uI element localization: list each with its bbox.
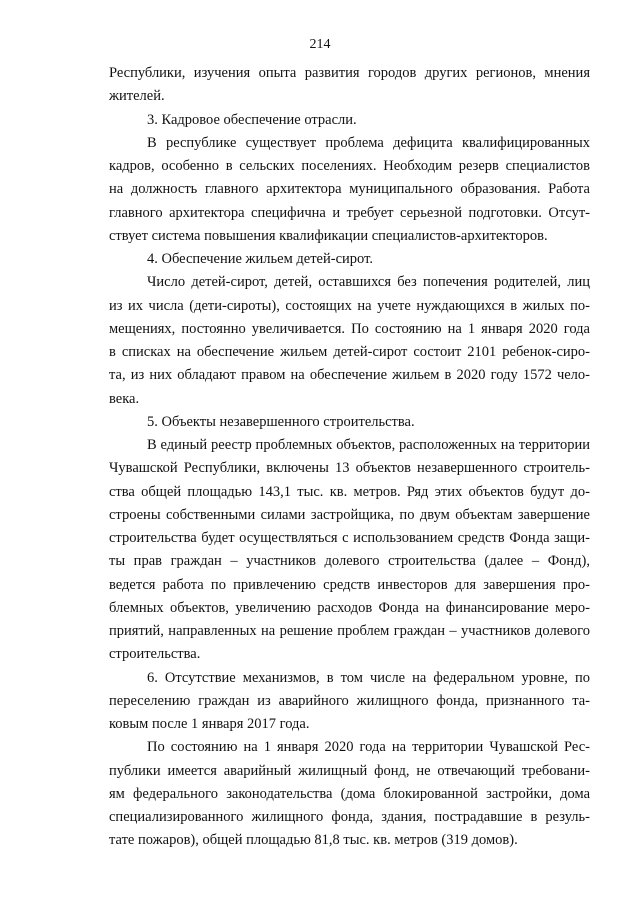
text-line: 6. Отсутствие механизмов, в том числе на федеральном уровне, по (147, 669, 590, 686)
text-line: Чувашской Республики, включены 13 объектов незавершенного строитель- (109, 460, 590, 477)
text-line: блемных объектов, увеличению расходов Фонда на финансирование меро- (109, 599, 590, 616)
page-number: 214 (309, 37, 331, 52)
text-line: ствует система повышения квалификации специалистов-архитекторов. (109, 227, 548, 244)
text-line: главного архитектора специфична и требует серьезной подготовки. Отсут- (109, 204, 590, 221)
text-line: Республики, изучения опыта развития городов других регионов, мнения (109, 65, 590, 81)
text-line: строительства. (109, 646, 201, 663)
text-line: ства общей площадью 143,1 тыс. кв. метров. Ряд этих объектов будут до- (109, 483, 590, 500)
text-line: По состоянию на 1 января 2020 года на территории Чувашской Рес- (147, 739, 590, 756)
text-line: в списках на обеспечение жильем детей-сирот состоит 2101 ребенок-сиро- (109, 344, 590, 360)
text-line: приятий, направленных на решение проблем граждан – участников долевого (109, 623, 590, 639)
text-line: из их числа (дети-сироты), состоящих на учете нуждающихся в жилых по- (109, 297, 590, 314)
text-line: ковым после 1 января 2017 года. (109, 716, 310, 732)
text-line: жителей. (109, 88, 165, 105)
text-line: публики имеется аварийный жилищный фонд, не отвечающий требовани- (109, 762, 590, 779)
text-line: тате пожаров), общей площадью 81,8 тыс. кв. метров (319 домов). (109, 832, 518, 849)
text-line: та, из них обладают правом на обеспечение жильем в 2020 году 1572 чело- (109, 367, 590, 384)
text-line: кадров, особенно в сельских поселениях. Необходим резерв специалистов (109, 158, 590, 174)
text-line: века. (109, 390, 140, 407)
text-line: строительства будет осуществляться с использованием средств Фонда защи- (109, 530, 590, 546)
text-line: мещениях, постоянно увеличивается. По состоянию на 1 января 2020 года (109, 320, 590, 337)
text-line: Число детей-сирот, детей, оставшихся без попечения родителей, лиц (147, 274, 590, 291)
text-line: В единый реестр проблемных объектов, расположенных на территории (147, 437, 590, 453)
text-line: 4. Обеспечение жильем детей-сирот. (147, 251, 373, 267)
text-line: ведется работа по привлечению средств инвесторов для завершения про- (109, 576, 590, 593)
text-line: на должность главного архитектора муниципального образования. Работа (109, 181, 590, 198)
text-line: ям федерального законодательства (дома блокированной застройки, дома (109, 785, 590, 802)
text-line: 3. Кадровое обеспечение отрасли. (147, 111, 357, 128)
text-line: специализированного жилищного фонда, здания, пострадавшие в резуль- (109, 809, 590, 825)
text-line: переселению граждан из аварийного жилищного фонда, признанного та- (109, 692, 590, 709)
text-line: 5. Объекты незавершенного строительства. (147, 413, 415, 430)
text-line: В республике существует проблема дефицита квалифицированных (147, 134, 590, 151)
text-line: строены собственными силами застройщика, по двум объектам завершение (109, 506, 590, 523)
text-line: ты прав граждан – участников долевого строительства (далее – Фонд), (109, 553, 590, 570)
